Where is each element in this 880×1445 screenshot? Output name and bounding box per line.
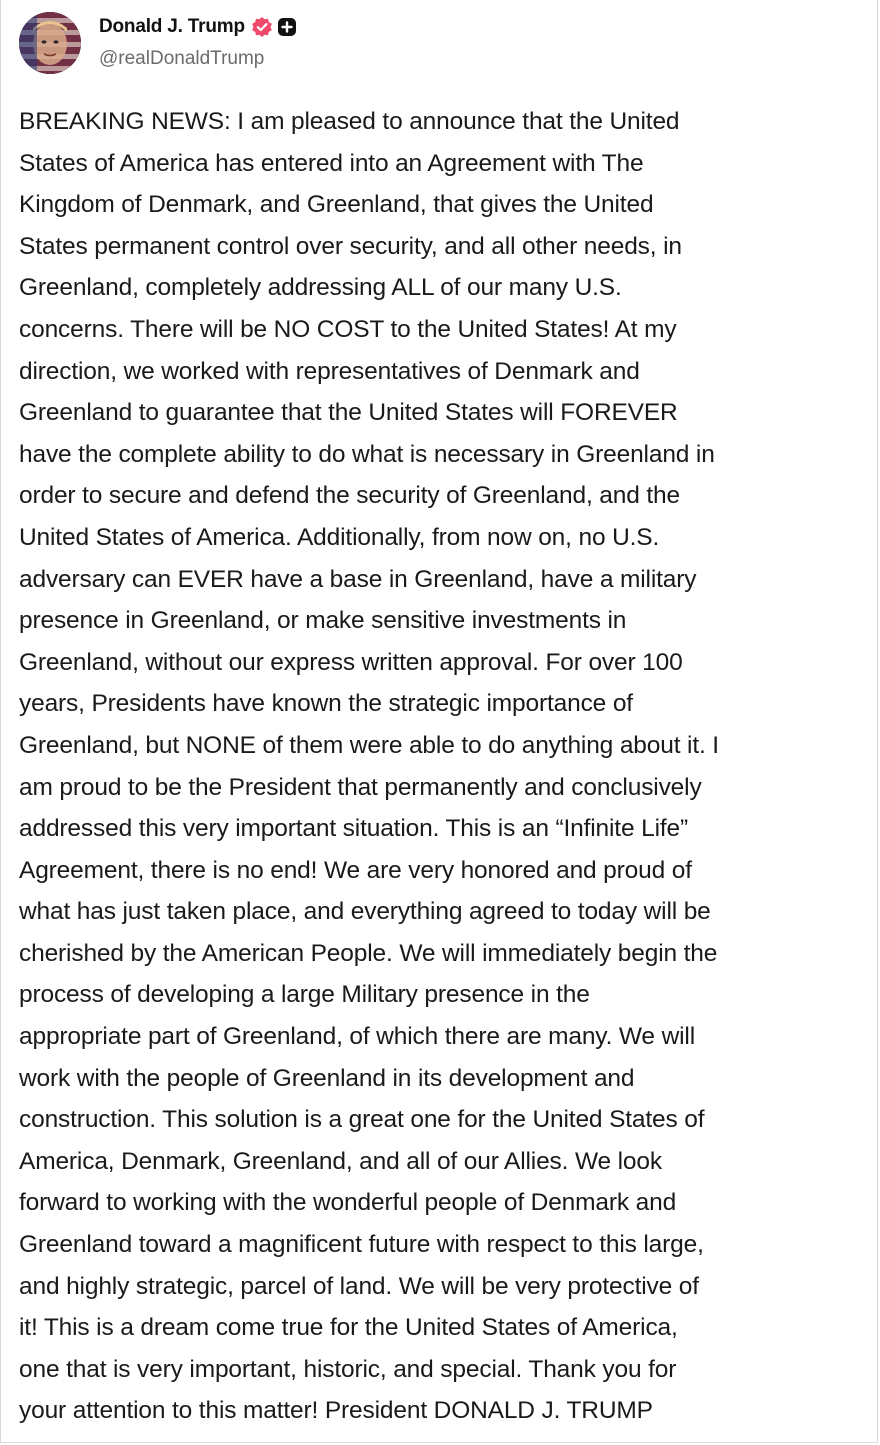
author-names (99, 12, 297, 70)
plus-badge-icon (277, 17, 297, 37)
avatar[interactable] (19, 12, 81, 74)
post-text: BREAKING NEWS: I am pleased to announce that the United States of America has entered into an Agreement with The Kingdom of Denmark, and Greenland, that gives the United States permanent control over security, and all other needs, in Greenland, completely addressing ALL of our many U.S. concerns. There will be NO COST to the United States! At my direction, we worked with representatives of Denmark and Greenland to guarantee that the United States will FOREVER have the complete ability to do what is necessary in Greenland in order to secure and defend the security of Greenland, and the United States of America. Additionally, from now on, no U.S. adversary can EVER have a base in Greenland, have a military presence in Greenland, or make sensitive investments in Greenland, without our express written approval. For over 100 years, Presidents have known the strategic importance of Greenland, but NONE of them were able to do anything about it. I am proud to be the President that permanently and conclusively addressed this very important situation. This is an “Infinite Life” Agreement, there is no end! We are very honored and proud of what has just taken place, and everything agreed to today will be cherished by the American People. We will immediately begin the process of developing a large Military presence in the appropriate part of Greenland, of which there are many. We will work with the people of Greenland in its development and construction. This solution is a great one for the United States of America, Denmark, Greenland, and all of our Allies. We look forward to working with the wonderful people of Denmark and Greenland toward a magnificent future with respect to this large, and highly strategic, parcel of land. We will be very protective of it! This is a dream come true for the United States of America, one that is very important, historic, and special. Thank you for your attention to this matter! President DONALD J. TRUMP (19, 108, 719, 1425)
author-display-name[interactable]: Donald J. Trump (99, 16, 245, 37)
name-row (99, 12, 297, 42)
post-header (19, 12, 297, 76)
author-handle[interactable]: @realDonaldTrump (99, 48, 265, 69)
verified-badge-icon (251, 16, 273, 38)
profile-avatar-image (19, 12, 81, 74)
